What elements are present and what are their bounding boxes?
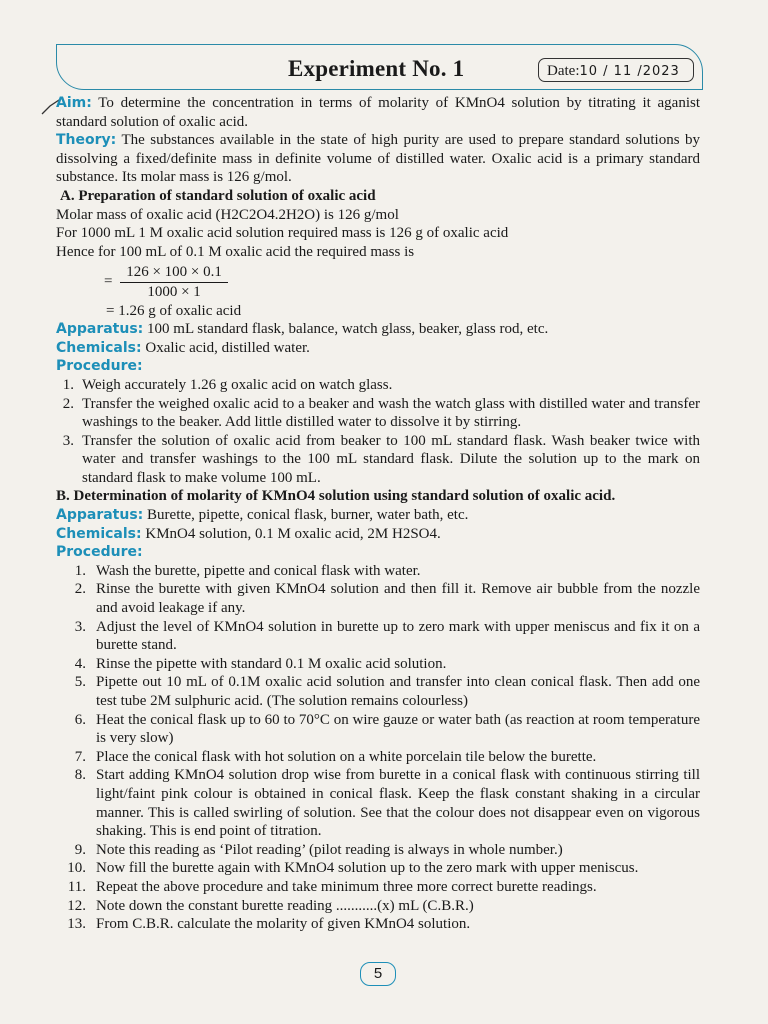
chemicals-a-text: Oxalic acid, distilled water. <box>145 339 310 356</box>
list-item: 8. Start adding KMnO4 solution drop wise from burette in a conical flask with continuous stirring till light/faint pink colour is obtained in conical flask. Keep the flask constant shaking in a circular manner. This is called swirling of solution. See that the colour does not disappear even on vigorous shaking. This is end point of titration. <box>74 767 700 840</box>
procedure-a-list <box>56 376 700 488</box>
chemicals-b-text: KMnO4 solution, 0.1 M oxalic acid, 2M H2SO4. <box>145 525 441 542</box>
list-item: 12. Note down the constant burette reading ...........(x) mL (C.B.R.) <box>67 897 474 914</box>
calc-numerator: 126 × 100 × 0.1 <box>120 263 228 283</box>
molar-mass-line: Molar mass of oxalic acid (H2C2O4.2H2O) is 126 g/mol <box>56 206 399 223</box>
chemicals-a-label: Chemicals: <box>56 339 142 356</box>
aim-paragraph <box>56 94 700 131</box>
list-item: 1. Wash the burette, pipette and conical flask with water. <box>74 562 421 579</box>
apparatus-b-text: Burette, pipette, conical flask, burner, water bath, etc. <box>147 507 469 524</box>
required-mass-line: For 1000 mL 1 M oxalic acid solution required mass is 126 g of oxalic acid <box>56 225 509 242</box>
procedure-a-heading <box>56 357 700 376</box>
theory-text: The substances available in the state of high purity are used to prepare standard solutions by dissolving a fixed/definite mass in definite volume of distilled water. Oxalic acid is a primary standard substance. Its molar mass is 126 g/mol. <box>56 132 700 186</box>
list-item: 13. From C.B.R. calculate the molarity of given KMnO4 solution. <box>67 916 471 933</box>
procedure-a-label: Procedure: <box>56 358 143 375</box>
list-item: 2. Rinse the burette with given KMnO4 solution and then fill it. Remove air bubble from the nozzle and avoid leakage if any. <box>74 581 700 617</box>
mass-calculation: = $\frac{126 \times 100 \times 0.1}{1000 \times 1}$ <box>56 263 700 301</box>
list-item: 11. Repeat the above procedure and take minimum three more correct burette readings. <box>67 878 597 895</box>
experiment-title: Experiment No. 1 <box>288 56 465 81</box>
date-value: 10 / 11 /2023 <box>579 64 680 79</box>
date-label: Date: <box>547 63 580 79</box>
list-item: 2. Transfer the weighed oxalic acid to a beaker and wash the watch glass with distilled water and transfer washings to the beaker. Add little distilled water to dissolve it by stirring. <box>62 395 700 431</box>
list-item: 10. Now fill the burette again with KMnO4 solution up to the zero mark with upper meniscus. <box>67 860 639 877</box>
page-number: 5 <box>360 962 396 986</box>
date-box <box>538 58 694 82</box>
apparatus-b-label: Apparatus: <box>56 507 144 524</box>
apparatus-a-label: Apparatus: <box>56 321 144 338</box>
list-item: 9. Note this reading as ‘Pilot reading’ (pilot reading is always in whole number.) <box>74 841 563 858</box>
procedure-b-label: Procedure: <box>56 544 143 561</box>
list-item: 4. Rinse the pipette with standard 0.1 M oxalic acid solution. <box>74 655 447 672</box>
apparatus-a-text: 100 mL standard flask, balance, watch glass, beaker, glass rod, etc. <box>147 321 549 338</box>
section-b-heading: B. Determination of molarity of KMnO4 solution using standard solution of oxalic acid. <box>56 488 616 505</box>
document-body <box>56 94 700 934</box>
hence-line: Hence for 100 mL of 0.1 M oxalic acid the required mass is <box>56 243 415 260</box>
list-item: 6. Heat the conical flask up to 60 to 70°C on wire gauze or water bath (as reaction at room temperature is very slow) <box>74 711 700 747</box>
theory-label: Theory: <box>56 132 117 149</box>
list-item: 7. Place the conical flask with hot solution on a white porcelain tile below the burette. <box>74 748 597 765</box>
procedure-b-list <box>56 562 700 934</box>
aim-text: To determine the concentration in terms of molarity of KMnO4 solution by titrating it aganist standard solution of oxalic acid. <box>56 95 700 130</box>
calculation-fraction <box>120 263 228 301</box>
calc-result: = 1.26 g of oxalic acid <box>106 302 242 319</box>
chemicals-b-label: Chemicals: <box>56 525 142 542</box>
apparatus-a-line <box>56 320 700 339</box>
calc-denominator: 1000 × 1 <box>147 283 201 300</box>
list-item: 3. Transfer the solution of oxalic acid from beaker to 100 mL standard flask. Wash beaker twice with water and transfer washings to the 100 mL standard flask. Dilute the solution up to the mark on standard flask to make volume 100 mL. <box>62 432 700 486</box>
theory-paragraph <box>56 131 700 187</box>
chemicals-b-line <box>56 525 700 544</box>
list-item: 3. Adjust the level of KMnO4 solution in burette up to zero mark with upper meniscus and fix it on a burette stand. <box>74 618 700 654</box>
chemicals-a-line <box>56 339 700 358</box>
section-a-heading: A. Preparation of standard solution of oxalic acid <box>60 187 376 204</box>
aim-label: Aim: <box>56 95 92 111</box>
list-item: 1. Weigh accurately 1.26 g oxalic acid on watch glass. <box>62 376 393 393</box>
list-item: 5. Pipette out 10 mL of 0.1M oxalic acid solution and transfer into clean conical flask. Then add one test tube 2M sulphuric acid. (The solution remains colourless) <box>74 674 700 709</box>
procedure-b-heading <box>56 543 700 562</box>
apparatus-b-line <box>56 506 700 525</box>
